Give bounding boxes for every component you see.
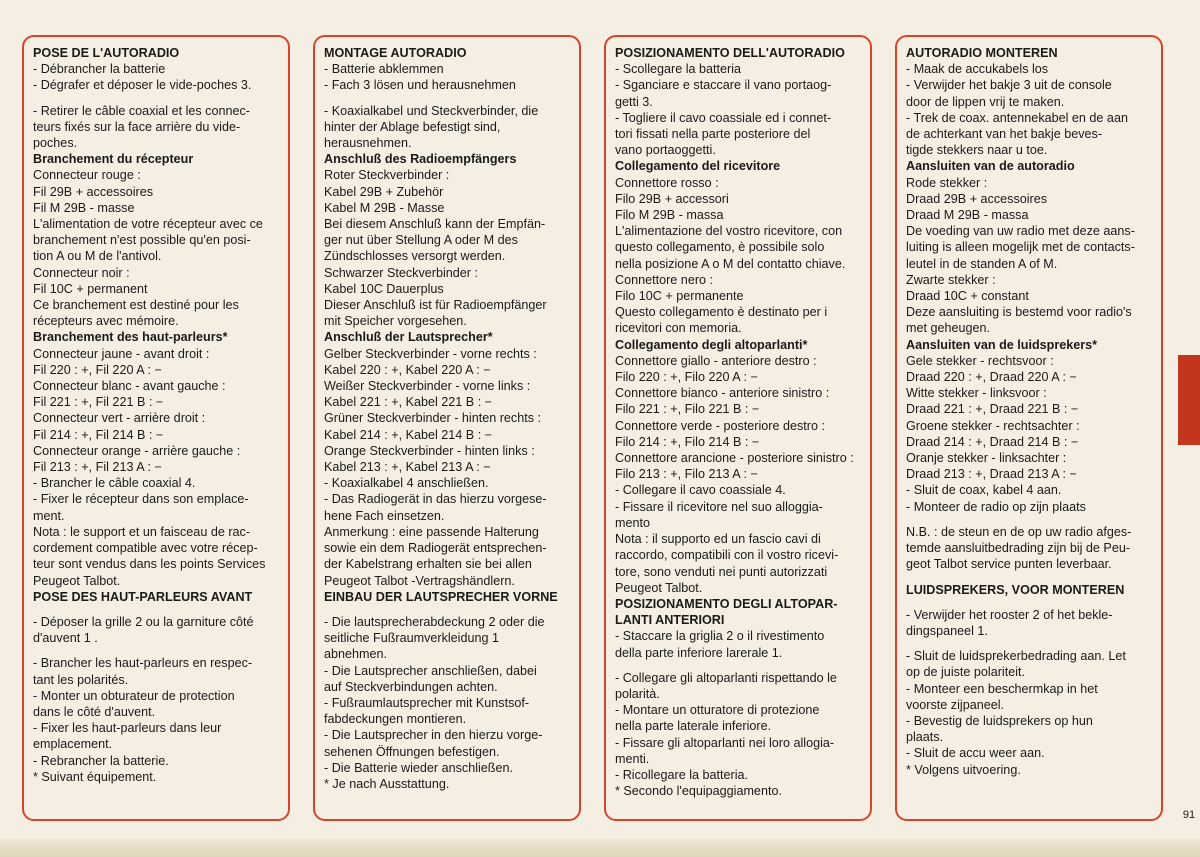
spacer [906,515,1152,524]
text-line: - Die Lautsprecher in den hierzu vorge- [324,728,543,743]
text-line: - Collegare gli altoparlanti rispettando le [615,670,837,685]
text-line: Deze aansluiting is bestemd voor radio's [906,305,1132,320]
column-french [22,35,290,821]
text-line: geot Talbot service punten leverbaar. [906,557,1112,572]
spacer [33,646,279,655]
text-line: Zündschlosses versorgt werden. [324,249,506,264]
text-line: - Sluit de accu weer aan. [906,746,1045,761]
text-line: met geheugen. [906,321,991,336]
text-line: - Scollegare la batteria [615,62,742,77]
text-line: dingspaneel 1. [906,623,988,638]
text-line: door de lippen vrij te maken. [906,94,1065,109]
text-line: polarità. [615,686,660,701]
text-line: Anmerkung : eine passende Halterung [324,524,539,539]
column-dutch [895,35,1163,821]
text-line: raccordo, compatibili con il vostro ricevi- [615,548,839,563]
text-line: sowie ein dem Radiogerät entsprechen- [324,541,547,556]
text-line: Kabel 220 : +, Kabel 220 A : − [324,362,491,377]
text-line: Filo 213 : +, Filo 213 A : − [615,467,758,482]
text-line: Filo M 29B - massa [615,208,724,223]
text-line: Connettore bianco - anteriore sinistro : [615,386,830,401]
text-line: De voeding van uw radio met deze aans- [906,224,1135,239]
text-line: Connecteur vert - arrière droit : [33,411,206,426]
text-line: - Die Lautsprecher anschließen, dabei [324,663,537,678]
text-line: - Fixer les haut-parleurs dans leur [33,721,222,736]
text-line: Ce branchement est destiné pour les [33,298,239,313]
text-line: - Rebrancher la batterie. [33,753,169,768]
text-line: Weißer Steckverbinder - vorne links : [324,379,531,394]
text-line: - Bevestig de luidsprekers op hun [906,713,1093,728]
text-line: - Koaxialkabel und Steckverbinder, die [324,103,539,118]
section-heading: Branchement des haut-parleurs* [33,330,228,345]
text-line: - Sganciare e staccare il vano portaog- [615,78,832,93]
text-line: ment. [33,508,65,523]
spacer [324,94,570,103]
section-heading: POSE DE L'AUTORADIO [33,46,180,60]
text-line: Kabel 214 : +, Kabel 214 B : − [324,427,493,442]
text-line: - Staccare la griglia 2 o il rivestimento [615,629,825,644]
text-line: Connecteur orange - arrière gauche : [33,443,241,458]
text-line: Connettore nero : [615,272,714,287]
text-line: abnehmen. [324,647,388,662]
text-line: vano portaoggetti. [615,143,716,158]
text-line: Filo 29B + accessori [615,191,729,206]
text-line: - Verwijder het bakje 3 uit de console [906,78,1112,93]
text-line: poches. [33,136,78,151]
text-line: teurs fixés sur la face arrière du vide- [33,119,241,134]
text-line: nella parte laterale inferiore. [615,719,772,734]
text-line: Fil M 29B - masse [33,200,135,215]
text-line: - Sluit de luidsprekerbedrading aan. Let [906,649,1126,664]
text-line: luiting is alleen mogelijk met de contacts- [906,240,1135,255]
text-line: L'alimentazione del vostro ricevitore, con [615,224,843,239]
text-line: Draad M 29B - massa [906,208,1029,223]
text-line: Fil 221 : +, Fil 221 B : − [33,395,164,410]
text-line: mit Speicher vorgesehen. [324,314,467,329]
text-line: sehenen Öffnungen befestigen. [324,744,500,759]
text-line: Witte stekker - linksvoor : [906,386,1047,401]
text-line: Connecteur blanc - avant gauche : [33,379,226,394]
text-line: Fil 10C + permanent [33,281,148,296]
text-line: auf Steckverbindungen achten. [324,679,498,694]
spacer [906,598,1152,607]
text-line: Orange Steckverbinder - hinten links : [324,443,535,458]
text-line: Connettore verde - posteriore destro : [615,418,826,433]
text-line: - Monteer een beschermkap in het [906,681,1098,696]
section-tab-marker [1178,355,1200,445]
text-line: - Fissare gli altoparlanti nei loro allogia- [615,735,835,750]
text-line: - Brancher les haut-parleurs en respec- [33,656,253,671]
text-line: leutel in de standen A of M. [906,256,1058,271]
text-line: - Retirer le câble coaxial et les connec- [33,103,250,118]
text-line: * Secondo l'equipaggiamento. [615,784,782,799]
text-line: * Volgens uitvoering. [906,762,1021,777]
text-line: - Fissare il ricevitore nel suo alloggia- [615,499,823,514]
text-line: - Maak de accukabels los [906,62,1049,77]
text-line: Kabel 10C Dauerplus [324,281,444,296]
text-line: Draad 213 : +, Draad 213 A : − [906,467,1077,482]
text-line: Gele stekker - rechtsvoor : [906,353,1054,368]
text-line: - Montare un otturatore di protezione [615,703,820,718]
text-line: Nota : il supporto ed un fascio cavi di [615,532,821,547]
section-heading: EINBAU DER LAUTSPRECHER VORNE [324,589,558,604]
text-line: Schwarzer Steckverbinder : [324,265,478,280]
text-line: Fil 220 : +, Fil 220 A : − [33,362,162,377]
text-line: getti 3. [615,94,653,109]
text-line: herausnehmen. [324,136,412,151]
text-line: - Das Radiogerät in das hierzu vorgese- [324,492,547,507]
text-line: Connettore rosso : [615,175,719,190]
text-line: - Monteer de radio op zijn plaats [906,499,1086,514]
text-line: - Ricollegare la batteria. [615,767,748,782]
text-line: Connecteur rouge : [33,168,141,183]
text-line: Connecteur jaune - avant droit : [33,346,210,361]
text-line: plaats. [906,730,944,745]
text-line: hene Fach einsetzen. [324,508,445,523]
section-heading: Anschluß der Lautsprecher* [324,330,493,345]
text-line: Draad 214 : +, Draad 214 B : − [906,434,1079,449]
text-line: de achterkant van het bakje beves- [906,127,1103,142]
text-line: N.B. : de steun en de op uw radio afges- [906,524,1132,539]
text-line: Grüner Steckverbinder - hinten rechts : [324,411,541,426]
text-line: Dieser Anschluß ist für Radioempfänger [324,298,547,313]
text-line: L'alimentation de votre récepteur avec ce [33,217,263,232]
text-line: Filo 10C + permanente [615,289,744,304]
text-line: della parte inferiore larerale 1. [615,645,783,660]
text-line: tori fissati nella parte posteriore del [615,127,811,142]
text-line: * Suivant équipement. [33,769,157,784]
text-line: - Verwijder het rooster 2 of het bekle- [906,607,1113,622]
section-heading: Aansluiten van de luidsprekers* [906,337,1098,352]
text-line: - Collegare il cavo coassiale 4. [615,483,786,498]
text-line: - Fach 3 lösen und herausnehmen [324,78,516,93]
text-line: - Togliere il cavo coassiale ed i connet- [615,110,832,125]
text-line: Draad 220 : +, Draad 220 A : − [906,370,1077,385]
text-line: Filo 221 : +, Filo 221 B : − [615,402,760,417]
text-line: - Sluit de coax, kabel 4 aan. [906,483,1062,498]
section-heading: POSIZIONAMENTO DELL'AUTORADIO [615,46,845,60]
text-line: ricevitori con memoria. [615,321,742,336]
text-line: Roter Steckverbinder : [324,168,450,183]
text-line: dans le côté d'auvent. [33,704,156,719]
text-line: Connecteur noir : [33,265,130,280]
page-number: 91 [1182,809,1196,821]
text-line: * Je nach Ausstattung. [324,776,450,791]
text-line: - Die Batterie wieder anschließen. [324,760,513,775]
text-line: questo collegamento, è possibile solo [615,240,825,255]
text-line: Draad 221 : +, Draad 221 B : − [906,402,1079,417]
text-line: menti. [615,751,650,766]
section-heading: Branchement du récepteur [33,152,194,167]
text-line: Peugeot Talbot -Vertragshändlern. [324,573,515,588]
spacer [906,639,1152,648]
text-line: Kabel 221 : +, Kabel 221 B : − [324,395,493,410]
spacer [906,573,1152,582]
spacer [33,94,279,103]
text-line: Connettore giallo - anteriore destro : [615,353,817,368]
text-line: branchement n'est possible qu'en posi- [33,233,251,248]
text-line: op de juiste polariteit. [906,665,1026,680]
text-line: tigde stekkers naar u toe. [906,143,1048,158]
text-line: Oranje stekker - linksachter : [906,451,1067,466]
text-line: temde aansluitbedrading zijn bij de Peu- [906,541,1131,556]
text-line: hinter der Ablage befestigt sind, [324,119,501,134]
text-line: Nota : le support et un faisceau de rac- [33,524,251,539]
text-line: Kabel 213 : +, Kabel 213 A : − [324,460,491,475]
column-italian [604,35,872,821]
text-line: Fil 29B + accessoires [33,184,154,199]
text-line: emplacement. [33,737,113,752]
section-heading: POSIZIONAMENTO DEGLI ALTOPAR- [615,596,838,611]
spacer [324,605,570,614]
text-line: récepteurs avec mémoire. [33,314,179,329]
text-line: Groene stekker - rechtsachter : [906,418,1080,433]
text-line: Questo collegamento è destinato per i [615,305,828,320]
text-line: der Kabelstrang erhalten sie bei allen [324,557,532,572]
text-line: tion A ou M de l'antivol. [33,249,162,264]
text-line: Kabel 29B + Zubehör [324,184,444,199]
section-heading: Collegamento del ricevitore [615,159,781,174]
text-line: - Fixer le récepteur dans son emplace- [33,492,249,507]
section-heading: MONTAGE AUTORADIO [324,46,467,60]
text-line: mento [615,515,651,530]
text-line: Peugeot Talbot. [33,573,121,588]
text-line: - Monter un obturateur de protection [33,688,235,703]
section-heading: POSE DES HAUT-PARLEURS AVANT [33,589,253,604]
text-line: fabdeckungen montieren. [324,712,467,727]
text-line: Draad 10C + constant [906,289,1029,304]
section-heading: LANTI ANTERIORI [615,613,725,628]
spacer [615,661,861,670]
page-bottom-edge [0,839,1200,857]
text-line: Gelber Steckverbinder - vorne rechts : [324,346,537,361]
spacer [33,605,279,614]
text-line: teur sont vendus dans les points Services [33,557,266,572]
text-line: voorste zijpaneel. [906,697,1005,712]
section-heading: LUIDSPREKERS, VOOR MONTEREN [906,582,1125,597]
text-line: - Koaxialkabel 4 anschließen. [324,476,489,491]
text-line: Zwarte stekker : [906,272,996,287]
text-line: - Batterie abklemmen [324,62,444,77]
text-line: Connettore arancione - posteriore sinistro : [615,451,854,466]
text-line: - Déposer la grille 2 ou la garniture côté [33,614,254,629]
text-line: Filo 220 : +, Filo 220 A : − [615,370,758,385]
text-line: - Die lautsprecherabdeckung 2 oder die [324,614,545,629]
text-line: nella posizione A o M del contatto chiave. [615,256,846,271]
text-line: - Brancher le câble coaxial 4. [33,476,196,491]
text-line: d'auvent 1 . [33,631,98,646]
text-line: Peugeot Talbot. [615,580,703,595]
text-line: seitliche Fußraumverkleidung 1 [324,631,499,646]
text-line: Draad 29B + accessoires [906,191,1048,206]
text-line: Rode stekker : [906,175,988,190]
text-line: Bei diesem Anschluß kann der Empfän- [324,217,546,232]
text-line: ger nut über Stellung A oder M des [324,233,518,248]
text-line: - Dégrafer et déposer le vide-poches 3. [33,78,252,93]
text-line: Fil 214 : +, Fil 214 B : − [33,427,164,442]
text-line: Fil 213 : +, Fil 213 A : − [33,460,162,475]
text-line: tant les polarités. [33,672,129,687]
text-line: Filo 214 : +, Filo 214 B : − [615,434,760,449]
text-line: - Fußraumlautsprecher mit Kunstsof- [324,695,530,710]
section-heading: Aansluiten van de autoradio [906,159,1075,174]
section-heading: Anschluß des Radioempfängers [324,152,517,167]
column-german [313,35,581,821]
section-heading: Collegamento degli altoparlanti* [615,337,808,352]
text-line: tore, sono venduti nei punti autorizzati [615,564,828,579]
text-line: Kabel M 29B - Masse [324,200,445,215]
section-heading: AUTORADIO MONTEREN [906,46,1058,60]
text-line: - Débrancher la batterie [33,62,166,77]
text-line: - Trek de coax. antennekabel en de aan [906,110,1128,125]
text-line: cordement compatible avec votre récep- [33,541,258,556]
